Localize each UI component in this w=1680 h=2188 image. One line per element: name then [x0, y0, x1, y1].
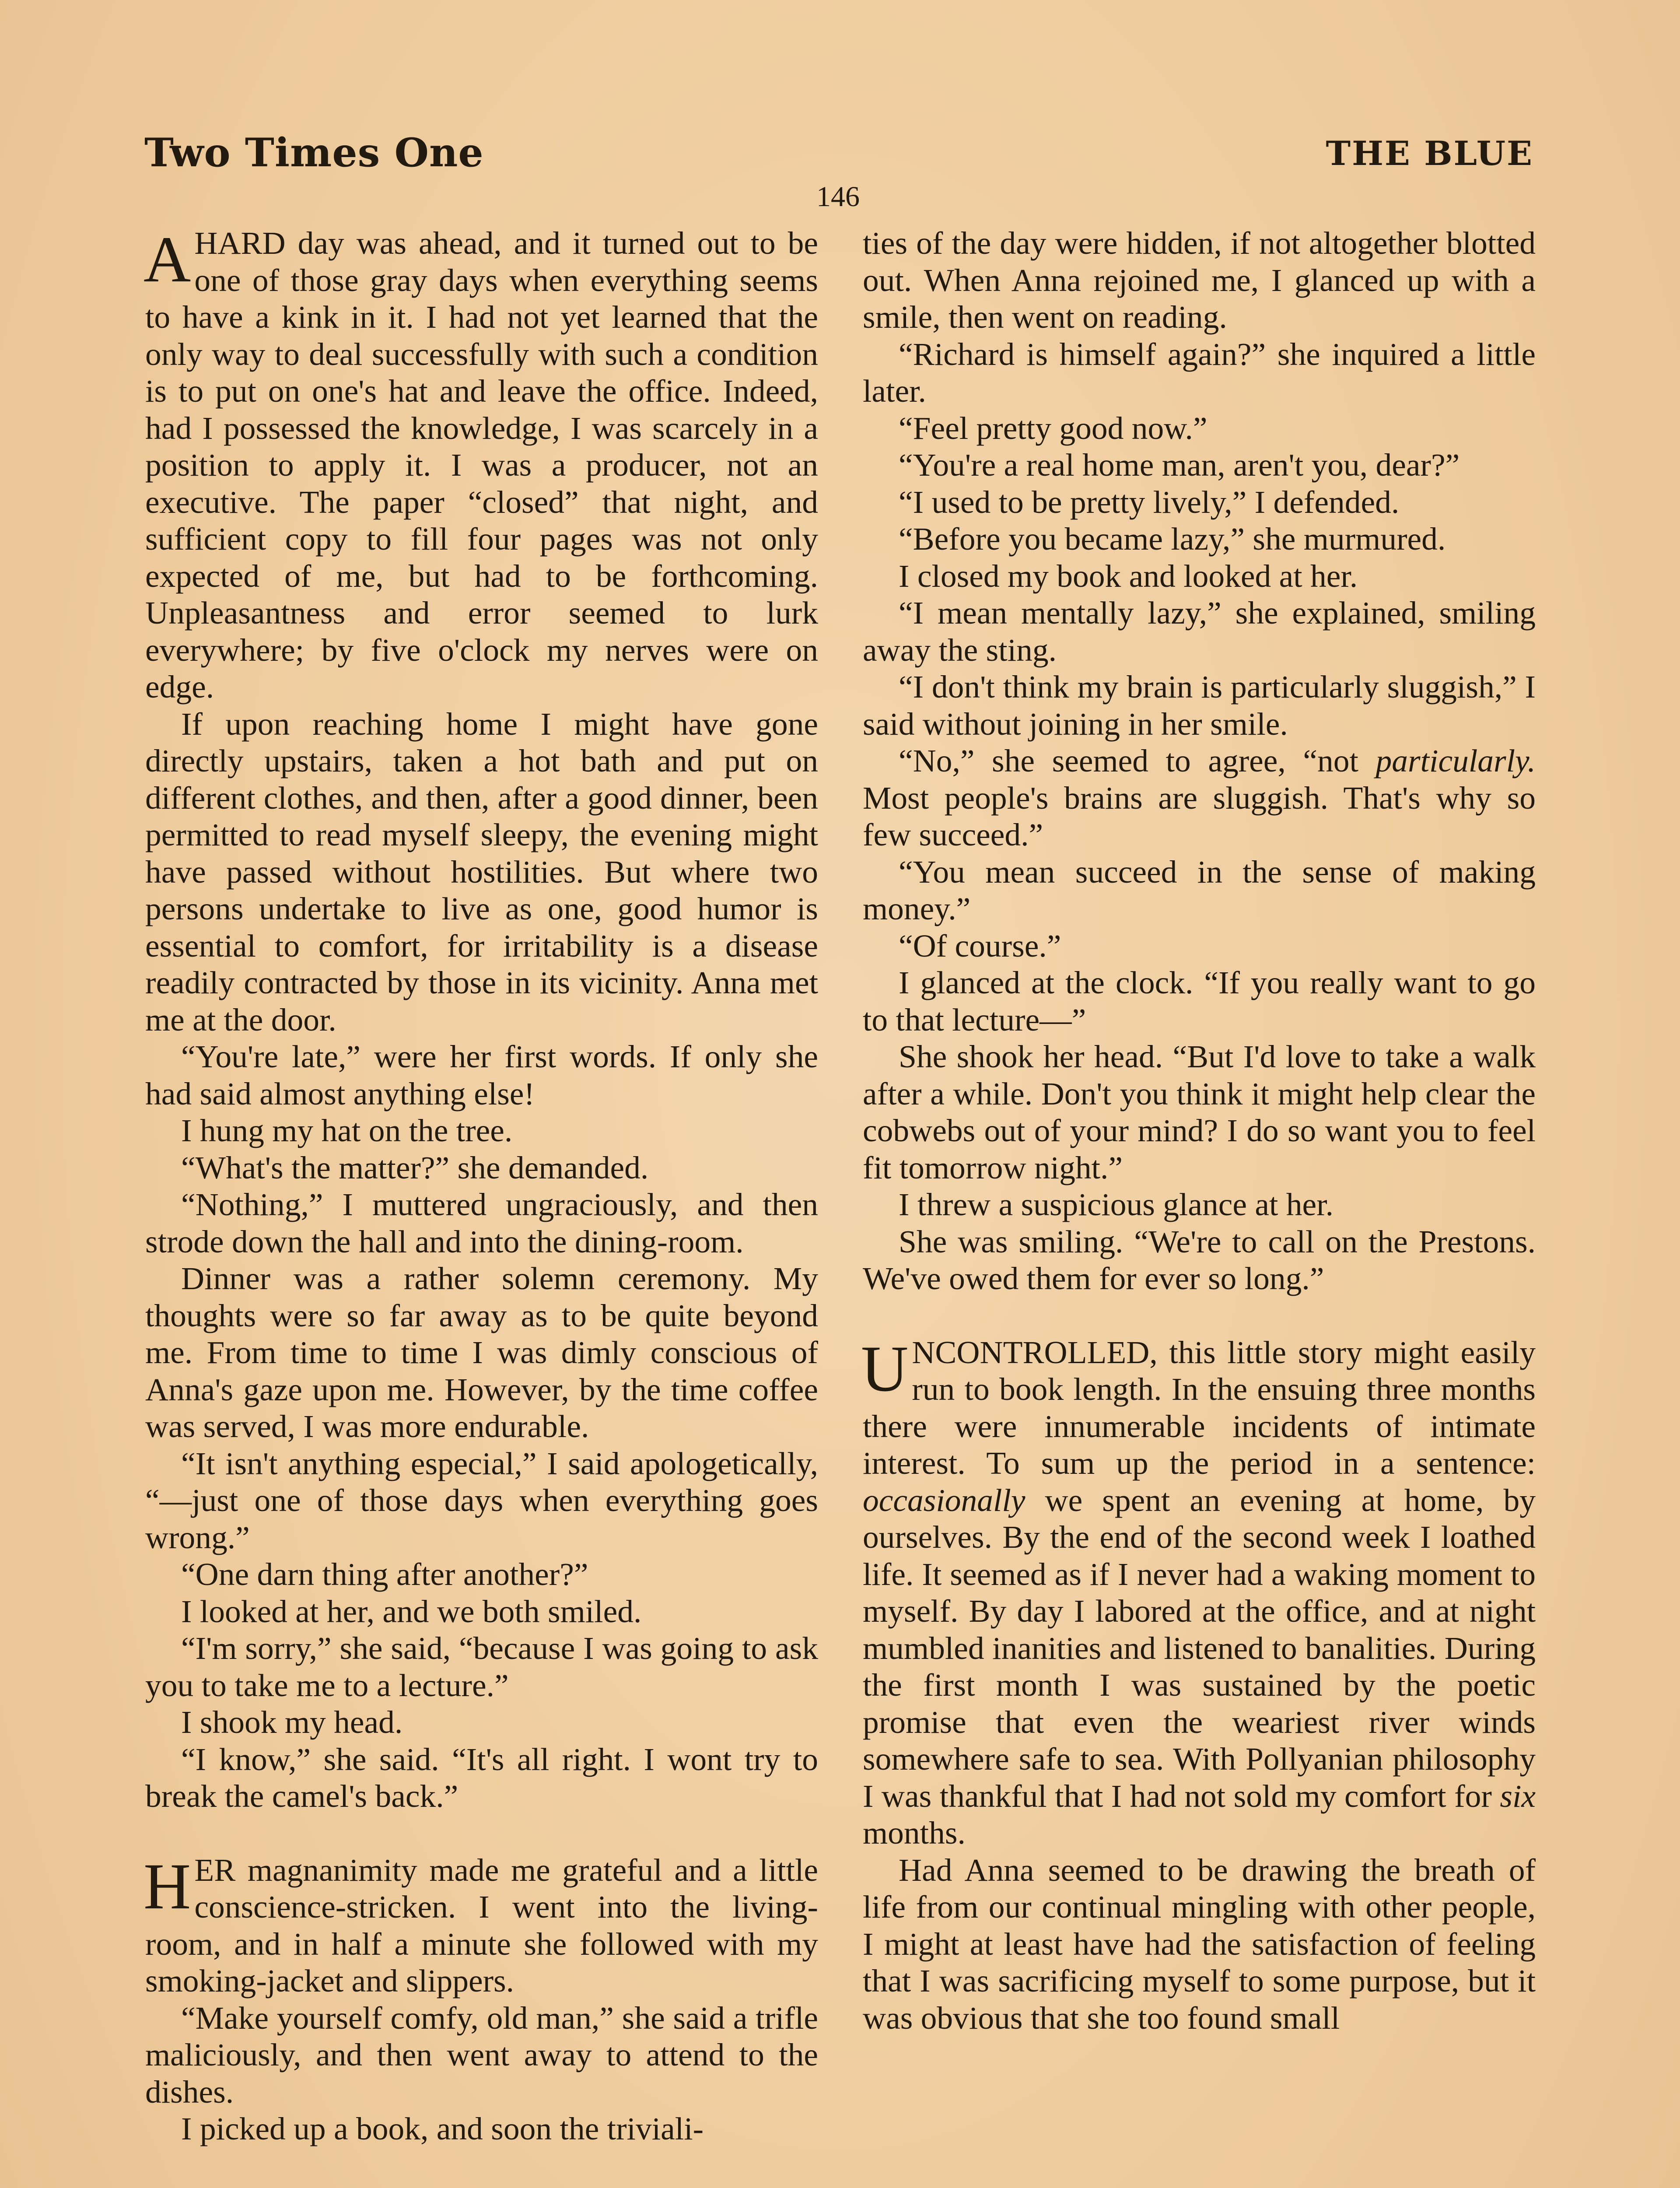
paragraph: I picked up a book, and soon the triviali-: [181, 2111, 704, 2146]
running-title-left: Two Times One: [144, 130, 484, 176]
paragraph: HER magnanimity made me grateful and a little conscience-stricken. I went into the living-room, and in half a minute she followed with my smoking-jacket and slippers.: [144, 1850, 818, 1999]
paragraph: “Before you became lazy,” she murmured.: [899, 521, 1446, 557]
paragraph: “No,” she seemed to agree, “not particularly. Most people's brains are sluggish. That's why so few succeed.”: [863, 743, 1536, 852]
paragraph: UNCONTROLLED, this little story might easily run to book length. In the ensuing three months there were innumerable incidents of intimate interest. To sum up the period in a sentence: occasionally we spent an evening at home, by ourselves. By the end of the second week I loathed life. It seemed as if I never had a waking moment to myself. By day I labored at the office, and at night mumbled inanities and listened to banalities. During the first month I was sustained by the poetic promise that even the weariest river winds somewhere safe to sea. With Pollyanian philosophy I was thankful that I had not sold my comfort for six months.: [861, 1332, 1536, 1851]
paragraph: “You're late,” were her first words. If only she had said almost anything else!: [145, 1039, 818, 1112]
paragraph: “What's the matter?” she demanded.: [181, 1150, 649, 1185]
paragraph: I shook my head.: [181, 1704, 403, 1740]
italic-text: six: [1500, 1778, 1536, 1814]
italic-text: occasionally: [863, 1482, 1026, 1518]
running-title-right: THE BLUE: [1326, 134, 1533, 173]
left-column: [145, 225, 818, 2148]
paragraph: I hung my hat on the tree.: [181, 1113, 513, 1148]
paragraph: “One darn thing after another?”: [181, 1557, 588, 1592]
paragraph: I threw a suspicious glance at her.: [899, 1187, 1334, 1222]
drop-cap: A: [144, 223, 191, 296]
paragraph: ties of the day were hidden, if not altogether blotted out. When Anna rejoined me, I glanced up with a smile, then went on reading.: [863, 225, 1536, 335]
page-number: 146: [816, 181, 860, 213]
paragraph: If upon reaching home I might have gone directly upstairs, taken a hot bath and put on different clothes, and then, after a good dinner, been permitted to read myself sleepy, the evening might have passed without hostilities. But where two persons undertake to live as one, good humor is essential to comfort, for irritability is a disease readily contracted by those in its vicinity. Anna met me at the door.: [145, 706, 818, 1038]
paragraph: “I used to be pretty lively,” I defended.: [899, 484, 1400, 520]
paragraph: “Feel pretty good now.”: [899, 410, 1208, 446]
paragraph: “You mean succeed in the sense of making money.”: [863, 854, 1536, 926]
drop-cap: H: [144, 1850, 191, 1923]
drop-cap: U: [861, 1332, 909, 1405]
paragraph: I looked at her, and we both smiled.: [181, 1593, 642, 1629]
paragraph: “Of course.”: [899, 928, 1061, 964]
paragraph: “Make yourself comfy, old man,” she said a trifle maliciously, and then went away to attend to the dishes.: [145, 2000, 818, 2110]
paragraph: “I'm sorry,” she said, “because I was going to ask you to take me to a lecture.”: [145, 1630, 818, 1703]
paragraph: Had Anna seemed to be drawing the breath of life from our continual mingling with other people, I might at least have had the satisfaction of feeling that I was sacrificing myself to some purpose, but it was obvious that she too found small: [863, 1852, 1536, 2036]
paragraph: She was smiling. “We're to call on the Prestons. We've owed them for ever so long.”: [863, 1224, 1536, 1296]
paragraph: “Nothing,” I muttered ungraciously, and then strode down the hall and into the dining-room.: [145, 1187, 818, 1259]
italic-text: particularly.: [1376, 743, 1536, 778]
paragraph: “I mean mentally lazy,” she explained, smiling away the sting.: [863, 595, 1536, 668]
paragraph: AHARD day was ahead, and it turned out to be one of those gray days when everything seems to have a kink in it. I had not yet learned that the only way to deal successfully with such a condition is to put on one's hat and leave the office. Indeed, had I possessed the knowledge, I was scarcely in a position to apply it. I was a producer, not an executive. The paper “closed” that night, and sufficient copy to fill four pages was not only expected of me, but had to be forthcoming. Unpleasantness and error seemed to lurk everywhere; by five o'clock my nerves were on edge.: [144, 223, 818, 705]
paragraph: “Richard is himself again?” she inquired a little later.: [863, 336, 1536, 409]
paragraph: “I don't think my brain is particularly sluggish,” I said without joining in her smile.: [863, 669, 1536, 742]
paragraph: I closed my book and looked at her.: [899, 558, 1358, 594]
right-column: [863, 225, 1536, 2037]
paragraph: “It isn't anything especial,” I said apologetically, “—just one of those days when everything goes wrong.”: [145, 1445, 818, 1555]
paragraph: Dinner was a rather solemn ceremony. My thoughts were so far away as to be quite beyond me. From time to time I was dimly conscious of Anna's gaze upon me. However, by the time coffee was served, I was more endurable.: [145, 1261, 818, 1444]
paragraph: I glanced at the clock. “If you really want to go to that lecture—”: [863, 965, 1536, 1038]
paragraph: “I know,” she said. “It's all right. I wont try to break the camel's back.”: [145, 1741, 818, 1814]
paragraph: “You're a real home man, aren't you, dear?”: [899, 447, 1460, 483]
paragraph: She shook her head. “But I'd love to take a walk after a while. Don't you think it might help clear the cobwebs out of your mind? I do so want you to feel fit tomorrow night.”: [863, 1039, 1536, 1185]
